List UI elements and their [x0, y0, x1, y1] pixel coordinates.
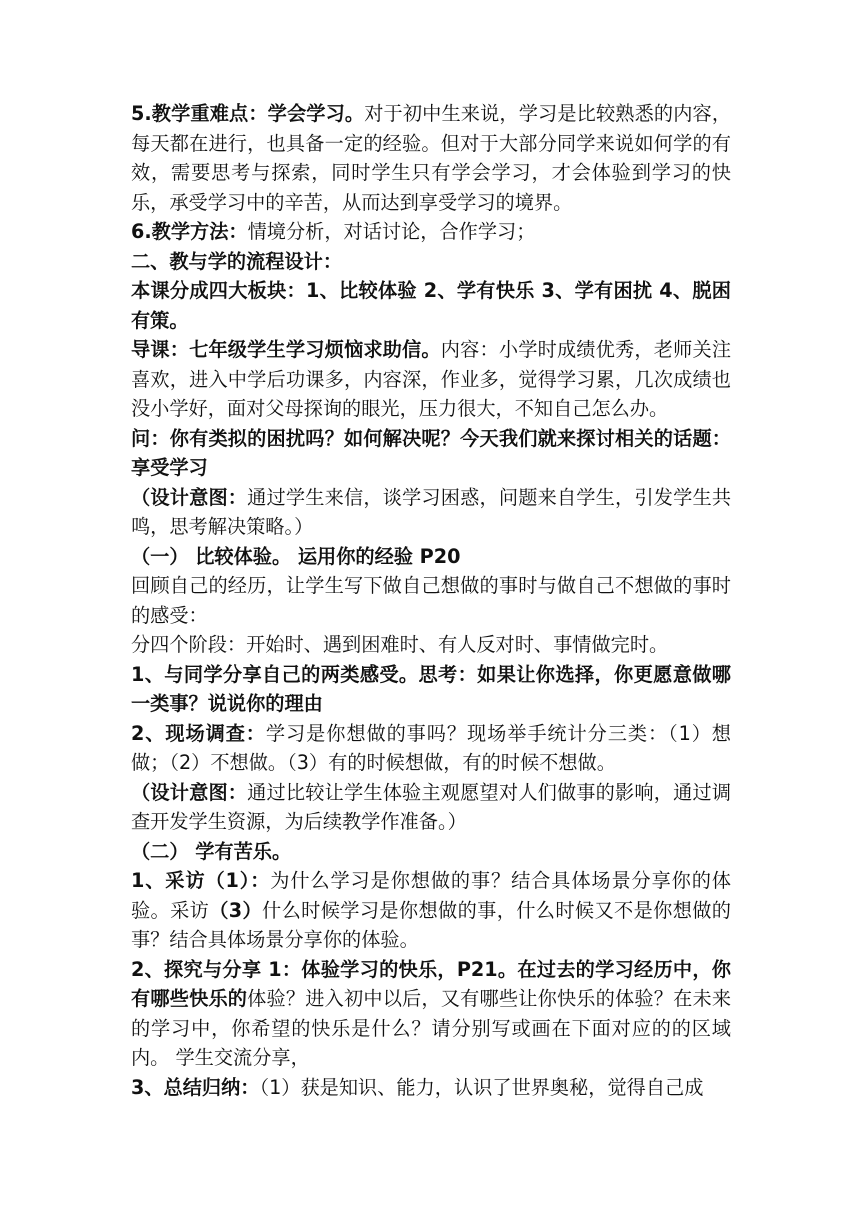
bold-text-run: （设计意图：	[131, 780, 248, 804]
bold-text-run: 二、教与学的流程设计：	[131, 249, 343, 273]
paragraph	[131, 1073, 731, 1103]
text-run: 通过学生来信，谈学习困惑，问题来自学生，引发学生共鸣，思考解决策略。）	[131, 485, 732, 538]
bold-text-run: 3、总结归纳：	[131, 1075, 260, 1099]
paragraph	[131, 99, 731, 217]
text-run: 对于初中生来说，学习是比较熟悉的内容，每天都在进行，也具备一定的经验。但对于大部分同学来说如何学的有效，需要思考与探索，同时学生只有学会学习，才会体验到学习的快乐，承受学习中的辛苦，从而达到享受学习的境界。	[131, 102, 732, 214]
paragraph	[131, 335, 731, 424]
bold-text-run: 1、与同学分享自己的两类感受。思考：如果让你选择，你更愿意做哪一类事？说说你的理由	[131, 662, 731, 715]
text-run: 什么时候学习是你想做的事，什么时候又不是你想做的事？结合具体场景分享你的体验。	[131, 898, 731, 951]
paragraph	[131, 247, 731, 277]
bold-text-run: （3）	[209, 898, 263, 922]
bold-text-run: （设计意图：	[131, 485, 248, 509]
text-run: 分四个阶段：开始时、遇到困难时、有人反对时、事情做完时。	[131, 633, 669, 656]
text-run: 内容：小学时成绩优秀，老师关注喜欢，进入中学后功课多，内容深，作业多，觉得学习累，几次成绩也没小学好，面对父母探询的眼光，压力很大，不知自己怎么办。	[131, 338, 732, 420]
text-run: 回顾自己的经历，让学生写下做自己想做的事时与做自己不想做的事时的感受：	[131, 574, 731, 627]
bold-text-run: 5.教学重难点：学会学习。	[131, 102, 365, 125]
paragraph	[131, 542, 731, 572]
text-run: 体验？进入初中以后，又有哪些让你快乐的体验？在未来的学习中，你希望的快乐是什么？请分别写或画在下面对应的的区域内。 学生交流分享，	[131, 987, 732, 1069]
bold-text-run: 2、探究与分享 1：体验学习的快乐，P21。在过去的学习经历中，你有哪些快乐的	[131, 957, 731, 1010]
text-run: 情境分析，对话讨论，合作学习；	[247, 220, 536, 243]
bold-text-run: 6.教学方法：	[131, 220, 248, 243]
paragraph	[131, 719, 731, 778]
paragraph	[131, 424, 731, 483]
paragraph	[131, 571, 731, 630]
text-run: 学习是你想做的事吗？现场举手统计分三类：（1）想做；（2）不想做。（3）有的时候想做，有的时候不想做。	[131, 721, 731, 774]
bold-text-run: 导课：七年级学生学习烦恼求助信。	[131, 338, 441, 361]
paragraph	[131, 217, 731, 247]
paragraph	[131, 955, 731, 1073]
paragraph	[131, 837, 731, 867]
text-run: 为什么学习是你想做的事？结合具体场景分享你的体验。采访	[131, 869, 731, 922]
bold-text-run: 1、采访（1）：	[131, 869, 271, 892]
text-run: （1）获是知识、能力，认识了世界奥秘，觉得自己成	[259, 1075, 704, 1099]
text-run: 通过比较让学生体验主观愿望对人们做事的影响，通过调查开发学生资源，为后续教学作准备。）	[131, 780, 732, 833]
bold-text-run: （二） 学有苦乐。	[131, 839, 292, 863]
paragraph	[131, 276, 731, 335]
paragraph	[131, 660, 731, 719]
paragraph	[131, 778, 731, 837]
bold-text-run: 2、现场调查：	[131, 721, 266, 745]
paragraph	[131, 866, 731, 955]
bold-text-run: （一） 比较体验。 运用你的经验 P20	[131, 544, 461, 568]
document-body	[131, 99, 731, 1102]
paragraph	[131, 483, 731, 542]
bold-text-run: 问：你有类拟的困扰吗？如何解决呢？今天我们就来探讨相关的话题：享受学习	[131, 426, 731, 479]
bold-text-run: 本课分成四大板块：1、比较体验 2、学有快乐 3、学有困扰 4、脱困有策。	[131, 279, 731, 332]
paragraph	[131, 630, 731, 660]
